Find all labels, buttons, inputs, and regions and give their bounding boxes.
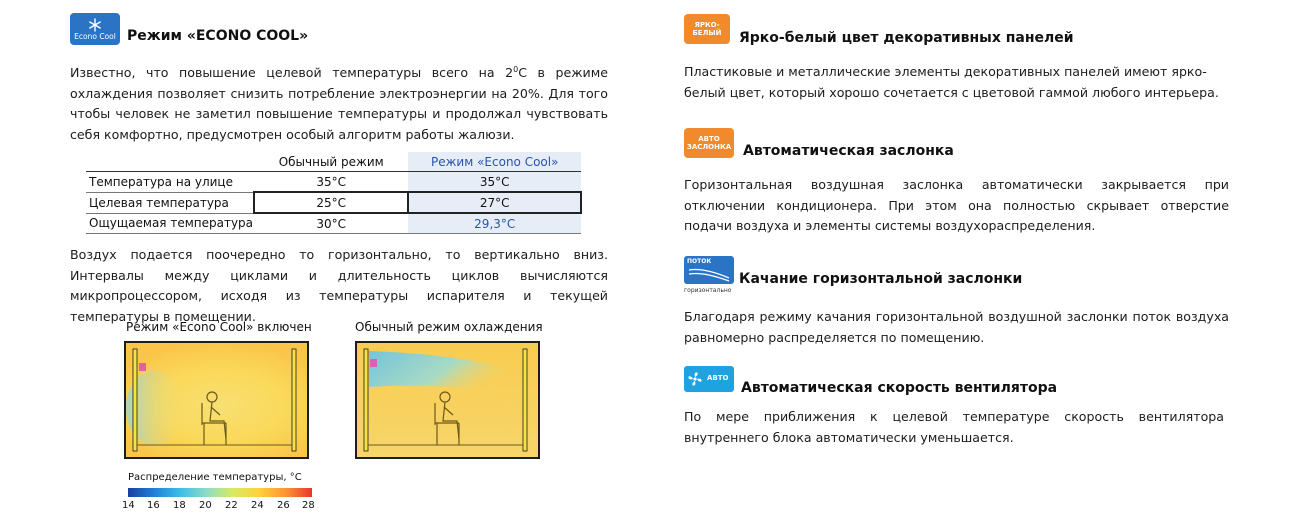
- badge-caption: горизонтально: [684, 287, 732, 294]
- scale-tick: 28: [302, 500, 315, 511]
- airflow-badge: [684, 256, 734, 284]
- econo-cool-badge-label: Econo Cool: [74, 31, 116, 41]
- row-econo-value: 27°C: [408, 192, 581, 213]
- auto-fan-icon: [684, 366, 734, 392]
- auto-flap-text: Горизонтальная воздушная заслонка автоматически закрывается при отключении кондиционера. При этом она полностью скрывает отверстие подачи воздуха и элементы системы воздухораспределения.: [684, 177, 1229, 233]
- econo-text-start: Известно, что повышение целевой температуры всего на 2: [70, 65, 514, 81]
- temperature-scale-bar: [128, 488, 312, 497]
- seated-person-icon: [202, 392, 226, 445]
- table-header-row: [86, 152, 581, 172]
- seated-person-icon: [435, 392, 459, 445]
- table-row: [86, 213, 581, 234]
- badge-line: ЯРКО-: [694, 21, 720, 29]
- scale-tick: 22: [225, 500, 238, 511]
- badge-line: ПОТОК: [687, 258, 712, 265]
- horizontal-swing-title: Качание горизонтальной заслонки: [739, 271, 1023, 287]
- room-overlay: [126, 343, 307, 457]
- bright-white-text: Пластиковые и металлические элементы декоративных панелей имеют ярко-белый цвет, который хорошо сочетается с цветовой гаммой любого интерьера.: [684, 64, 1219, 100]
- caption-normal-cooling: Обычный режим охлаждения: [355, 320, 543, 334]
- scale-tick: 18: [173, 500, 186, 511]
- scale-tick: 16: [147, 500, 160, 511]
- scale-tick: 26: [277, 500, 290, 511]
- auto-flap-icon: [684, 128, 734, 158]
- temperature-scale-ticks: [122, 500, 318, 514]
- scale-tick: 20: [199, 500, 212, 511]
- table-header-empty: [86, 152, 254, 172]
- row-label: Температура на улице: [86, 172, 254, 193]
- auto-flap-title: Автоматическая заслонка: [743, 143, 954, 159]
- table-header-normal: Обычный режим: [254, 152, 408, 172]
- airflow-description: Воздух подается поочередно то горизонтально, то вертикально вниз. Интервалы между циклами и длительность циклов вычисляются микропроцессором, исходя из температуры испарителя и текущей температуры в помещении.: [70, 247, 608, 324]
- scale-tick: 14: [122, 500, 135, 511]
- econo-cool-description: [70, 60, 608, 145]
- horizontal-swing-text: Благодаря режиму качания горизонтальной воздушной заслонки поток воздуха равномерно распределяется по помещению.: [684, 309, 1229, 345]
- bright-white-icon: [684, 14, 730, 44]
- horizontal-swing-icon: [684, 256, 734, 296]
- row-econo-value: 35°C: [408, 172, 581, 193]
- econo-text-end: C в режиме охлаждения позволяет снизить потребление электроэнергии на 20%. Для того чтобы человек не заметил повышение температуры и продолжал чувствовать себя комфортно, предусмотрен особый алгоритм работы жалюзи.: [70, 65, 608, 142]
- room-overlay: [357, 343, 538, 457]
- badge-line: АВТО: [698, 135, 720, 143]
- row-normal-value: 35°C: [254, 172, 408, 193]
- table-header-econo: Режим «Econo Cool»: [408, 152, 581, 172]
- fan-icon: [687, 371, 703, 387]
- snowflake-icon: [88, 18, 102, 32]
- row-normal-value: 25°C: [254, 192, 408, 213]
- row-econo-value: 29,3°C: [408, 213, 581, 234]
- badge-line: АВТО: [707, 374, 729, 382]
- bright-white-title: Ярко-белый цвет декоративных панелей: [739, 30, 1074, 46]
- caption-econo-on: Режим «Econo Cool» включен: [126, 320, 312, 334]
- auto-fan-title: Автоматическая скорость вентилятора: [741, 380, 1058, 396]
- airflow-icon: [687, 266, 731, 282]
- row-normal-value: 30°C: [254, 213, 408, 234]
- table-row: [86, 172, 581, 193]
- normal-room-thermal-image: [355, 341, 540, 459]
- econo-cool-icon: [70, 13, 120, 45]
- econo-cool-title: Режим «ECONO COOL»: [127, 28, 309, 44]
- temperature-scale-title: Распределение температуры, °C: [128, 472, 302, 483]
- row-label: Целевая температура: [86, 192, 254, 213]
- auto-fan-text: По мере приближения к целевой температуре скорость вентилятора внутреннего блока автоматически уменьшается.: [684, 409, 1224, 445]
- temperature-comparison-table: [86, 152, 582, 234]
- table-row: [86, 192, 581, 213]
- badge-line: ЗАСЛОНКА: [686, 143, 732, 151]
- badge-line: БЕЛЫЙ: [692, 29, 722, 37]
- row-label: Ощущаемая температура: [86, 213, 254, 234]
- scale-tick: 24: [251, 500, 264, 511]
- degree-superscript: 0: [513, 65, 519, 74]
- econo-room-thermal-image: [124, 341, 309, 459]
